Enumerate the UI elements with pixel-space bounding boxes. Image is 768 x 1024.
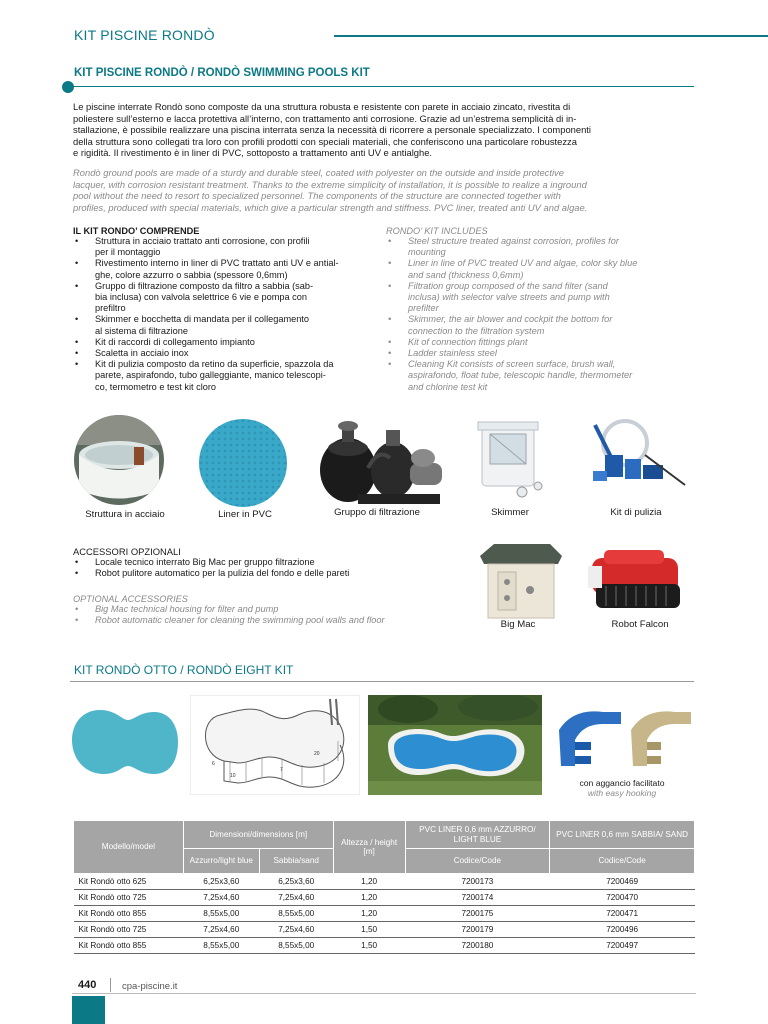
- section2-title: KIT RONDÒ OTTO / RONDÒ EIGHT KIT: [74, 663, 294, 677]
- big-mac-image: [474, 542, 564, 622]
- header-rule: [334, 35, 768, 37]
- cell-model: Kit Rondò otto 725: [74, 922, 184, 938]
- hook-caption-en: with easy hooking: [587, 788, 657, 798]
- table-row: [74, 906, 695, 922]
- page-number: 440: [78, 979, 97, 991]
- intro-italian: [73, 101, 695, 159]
- optional-caption: Robot Falcon: [611, 619, 669, 630]
- cell-code-blue: 7200179: [405, 922, 550, 938]
- cell-code-blue: 7200174: [405, 890, 550, 906]
- intro-it-line: stallazione, è possibile realizzare una piscina interrata senza la necessità di ricorrere a personale specializzato. I componenti: [73, 124, 591, 136]
- list-item: • Ladder stainless steel: [386, 348, 696, 359]
- footer-divider: [110, 978, 111, 992]
- list-item: • Robot pulitore automatico per la pulizia del fondo e delle pareti: [73, 568, 473, 579]
- product-caption: Gruppo di filtrazione: [334, 507, 420, 518]
- list-item: • Robot automatic cleaner for cleaning the swimming pool walls and floor: [73, 615, 473, 626]
- cell-dim-blue: 7,25x4,60: [183, 890, 259, 906]
- cell-dim-blue: 6,25x3,60: [183, 874, 259, 890]
- robot-falcon-image: [582, 544, 692, 616]
- list-item: • Struttura in acciaio trattato anti corrosione, con profili per il montaggio: [73, 236, 378, 258]
- cell-height: 1,50: [333, 938, 405, 954]
- intro-en-line: lacquer, with corrosion resistant treatment. Thanks to the extreme simplicity of installation, it is possible to realize a inground: [73, 178, 587, 190]
- list-item: • Cleaning Kit consists of screen surface, brush wall, aspirafondo, float tube, telescopic handle, thermometer and chlorine test kit: [386, 359, 696, 393]
- pool-shape-eight-icon: [70, 704, 180, 780]
- cell-code-sand: 7200497: [550, 938, 695, 954]
- intro-en-line: Rondò ground pools are made of a sturdy and durable steel, coated with polyester on the outside and inside protective: [73, 167, 564, 178]
- cell-height: 1,50: [333, 922, 405, 938]
- kit-en-list: [386, 236, 696, 393]
- list-item: • Skimmer e bocchetta di mandata per il collegamento al sistema di filtrazione: [73, 314, 378, 336]
- table-row: [74, 922, 695, 938]
- cell-height: 1,20: [333, 890, 405, 906]
- kit-en-heading: RONDO’ KIT INCLUDES: [386, 226, 488, 236]
- col-header-liner-blue: PVC LINER 0,6 mm AZZURRO/ LIGHT BLUE: [405, 821, 550, 849]
- cell-code-sand: 7200470: [550, 890, 695, 906]
- hook-caption-it: con aggancio facilitato: [579, 778, 665, 788]
- intro-it-line: poliestere sull’esterno e lacca protettiva all’interno, con trattamento anti corrosione. Grazie ad un’estrema semplicità di in-: [73, 112, 577, 124]
- skimmer-image: [470, 420, 550, 505]
- kit-en-column: [386, 226, 696, 393]
- cell-code-sand: 7200496: [550, 922, 695, 938]
- cell-code-sand: 7200469: [550, 874, 695, 890]
- product-caption: Struttura in acciaio: [85, 509, 165, 520]
- cell-dim-blue: 8,55x5,00: [183, 906, 259, 922]
- models-table: [73, 820, 695, 954]
- list-item: • Big Mac technical housing for filter and pump: [73, 604, 473, 615]
- intro-it-line: della struttura sono collegati tra loro con profili prodotti con speciali materiali, che conferiscono una particolare robustezza: [73, 135, 577, 147]
- cell-dim-sand: 7,25x4,60: [259, 922, 333, 938]
- page-header-title: KIT PISCINE RONDÒ: [74, 27, 215, 43]
- footer-color-block: [72, 996, 105, 1024]
- footer-rule: [72, 993, 696, 994]
- table-row: [74, 874, 695, 890]
- kit-it-list: [73, 236, 378, 393]
- section-rule: [70, 86, 694, 87]
- accessories-it: [73, 546, 473, 579]
- kit-it-heading: IL KIT RONDO’ COMPRENDE: [73, 226, 200, 236]
- footer-website[interactable]: cpa-piscine.it: [122, 981, 178, 992]
- section-bullet-dot: [62, 81, 74, 93]
- list-item: • Gruppo di filtrazione composto da filtro a sabbia (sab- bia inclusa) con valvola selettrice 6 vie e pompa con prefiltro: [73, 281, 378, 315]
- subheader-code: Codice/Code: [405, 849, 550, 874]
- diagram-label: 20: [314, 751, 320, 757]
- cell-dim-sand: 7,25x4,60: [259, 890, 333, 906]
- cell-code-blue: 7200173: [405, 874, 550, 890]
- pvc-liner-image: [198, 418, 288, 508]
- list-item: • Filtration group composed of the sand filter (sand inclusa) with selector valve streets and pump with prefilter: [386, 281, 696, 315]
- cell-dim-sand: 6,25x3,60: [259, 874, 333, 890]
- col-header-liner-sand: PVC LINER 0,6 mm SABBIA/ SAND: [550, 821, 695, 849]
- list-item: • Skimmer, the air blower and cockpit the bottom for connection to the filtration system: [386, 314, 696, 336]
- list-item: • Kit of connection fittings plant: [386, 337, 696, 348]
- cell-dim-blue: 8,55x5,00: [183, 938, 259, 954]
- col-header-dimensions: Dimensioni/dimensions [m]: [183, 821, 333, 849]
- kit-it-column: [73, 226, 378, 393]
- cleaning-kit-image: [585, 415, 695, 505]
- diagram-label: 7: [280, 767, 283, 773]
- product-caption: Skimmer: [491, 507, 529, 518]
- accessories-it-list: [73, 557, 473, 579]
- list-item: • Steel structure treated against corrosion, profiles for mounting: [386, 236, 696, 258]
- table-row: [74, 938, 695, 954]
- intro-en-line: profiles, produced with special materials, which give a particular strength and stiffness. PVC liner, treated anti UV and algae.: [73, 201, 588, 213]
- subheader-blue: Azzurro/light blue: [183, 849, 259, 874]
- accessories-en-list: [73, 604, 473, 626]
- cell-dim-sand: 8,55x5,00: [259, 906, 333, 922]
- cell-height: 1,20: [333, 874, 405, 890]
- cell-model: Kit Rondò otto 855: [74, 906, 184, 922]
- section-title: KIT PISCINE RONDÒ / RONDÒ SWIMMING POOLS KIT: [74, 67, 370, 79]
- diagram-label: 10: [230, 773, 236, 779]
- hooking-profiles-image: [553, 700, 693, 778]
- intro-it-line: Le piscine interrate Rondò sono composte da una struttura robusta e resistente con parete in acciaio zincato, rivestita di: [73, 101, 571, 112]
- cell-code-blue: 7200180: [405, 938, 550, 954]
- cell-model: Kit Rondò otto 625: [74, 874, 184, 890]
- cell-model: Kit Rondò otto 855: [74, 938, 184, 954]
- intro-english: [73, 167, 695, 213]
- intro-it-line: e rigidità. Il rivestimento è in liner di PVC, sottoposto a trattamento anti UV e antialghe.: [73, 147, 433, 159]
- cell-height: 1,20: [333, 906, 405, 922]
- cell-model: Kit Rondò otto 725: [74, 890, 184, 906]
- product-caption: Liner in PVC: [218, 509, 272, 520]
- accessories-en-heading: OPTIONAL ACCESSORIES: [73, 594, 188, 604]
- col-header-model: Modello/model: [74, 821, 184, 874]
- list-item: • Scaletta in acciaio inox: [73, 348, 378, 359]
- subheader-sand: Sabbia/sand: [259, 849, 333, 874]
- list-item: • Locale tecnico interrato Big Mac per gruppo filtrazione: [73, 557, 473, 568]
- product-caption: Kit di pulizia: [610, 507, 662, 518]
- cell-code-sand: 7200471: [550, 906, 695, 922]
- section2-rule: [70, 681, 694, 682]
- diagram-label: 6: [212, 761, 215, 767]
- optional-caption: Big Mac: [500, 619, 536, 630]
- cell-dim-sand: 8,55x5,00: [259, 938, 333, 954]
- accessories-it-heading: ACCESSORI OPZIONALI: [73, 546, 181, 557]
- cell-dim-blue: 7,25x4,60: [183, 922, 259, 938]
- pool-photo: [368, 695, 542, 795]
- col-header-height: Altezza / height [m]: [333, 821, 405, 874]
- cell-code-blue: 7200175: [405, 906, 550, 922]
- filtration-group-image: [318, 418, 448, 508]
- table-row: [74, 890, 695, 906]
- steel-structure-image: [74, 415, 164, 505]
- subheader-code: Codice/Code: [550, 849, 695, 874]
- intro-en-line: pool without the need to resort to specialized personnel. The components of the structure are connected together with: [73, 190, 561, 202]
- list-item: • Kit di raccordi di collegamento impianto: [73, 337, 378, 348]
- accessories-en: [73, 594, 473, 626]
- list-item: • Rivestimento interno in liner di PVC trattato anti UV e antial- ghe, colore azzurro o sabbia (spessore 0,6mm): [73, 258, 378, 280]
- structure-diagram: [190, 695, 360, 795]
- list-item: • Kit di pulizia composto da retino da superficie, spazzola da parete, aspirafondo, tubo galleggiante, manico telescopi- co, termometro e test kit cloro: [73, 359, 378, 393]
- list-item: • Liner in line of PVC treated UV and algae, color sky blue and sand (thickness 0,6mm): [386, 258, 696, 280]
